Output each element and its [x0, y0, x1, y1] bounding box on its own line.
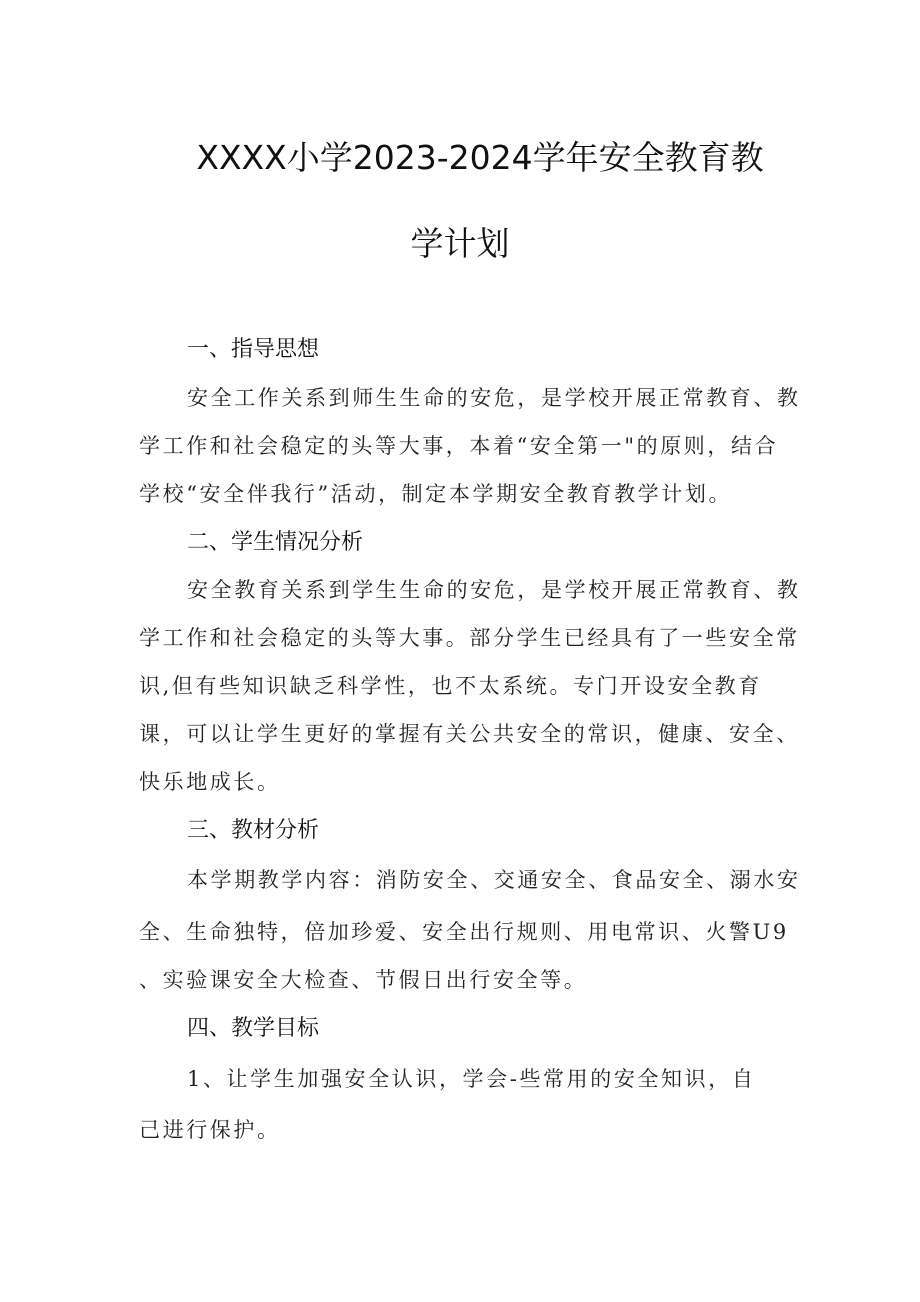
- paragraph-line: 安全教育关系到学生生命的安危，是学校开展正常教育、教: [187, 578, 801, 602]
- paragraph-line: 己进行保护。: [139, 1118, 281, 1142]
- section-heading-teaching-goals: 四、教学目标: [187, 1016, 320, 1041]
- paragraph-line: 全、生命独特，倍加珍爱、安全出行规则、用电常识、火警U9: [139, 920, 789, 944]
- paragraph-line: 快乐地成长。: [139, 770, 281, 794]
- paragraph-line: 课，可以让学生更好的掌握有关公共安全的常识，健康、安全、: [139, 722, 800, 746]
- paragraph-line: 学工作和社会稳定的头等大事，本着“安全第一"的原则，结合: [139, 434, 779, 458]
- paragraph-line: 本学期教学内容：消防安全、交通安全、食品安全、溺水安: [187, 868, 801, 892]
- paragraph-line: 安全工作关系到师生生命的安危，是学校开展正常教育、教: [187, 386, 801, 410]
- paragraph-line: 识,但有些知识缺乏科学性，也不太系统。专门开设安全教育: [139, 674, 762, 698]
- document-title-line-2: 学计划: [410, 224, 510, 263]
- paragraph-line: 1、让学生加强安全认识，学会-些常用的安全知识，自: [187, 1067, 756, 1091]
- paragraph-line: 学工作和社会稳定的头等大事。部分学生已经具有了一些安全常: [139, 626, 800, 650]
- section-heading-guiding-ideology: 一、指导思想: [187, 337, 320, 362]
- document-title-line-1: XXXX小学2023-2024学年安全教育教: [196, 138, 764, 177]
- paragraph-line: 、实验课安全大检查、节假日出行安全等。: [139, 968, 588, 992]
- section-heading-textbook-analysis: 三、教材分析: [187, 818, 320, 843]
- section-heading-student-analysis: 二、学生情况分析: [187, 530, 364, 555]
- paragraph-line: 学校“安全伴我行”活动，制定本学期安全教育教学计划。: [139, 482, 733, 506]
